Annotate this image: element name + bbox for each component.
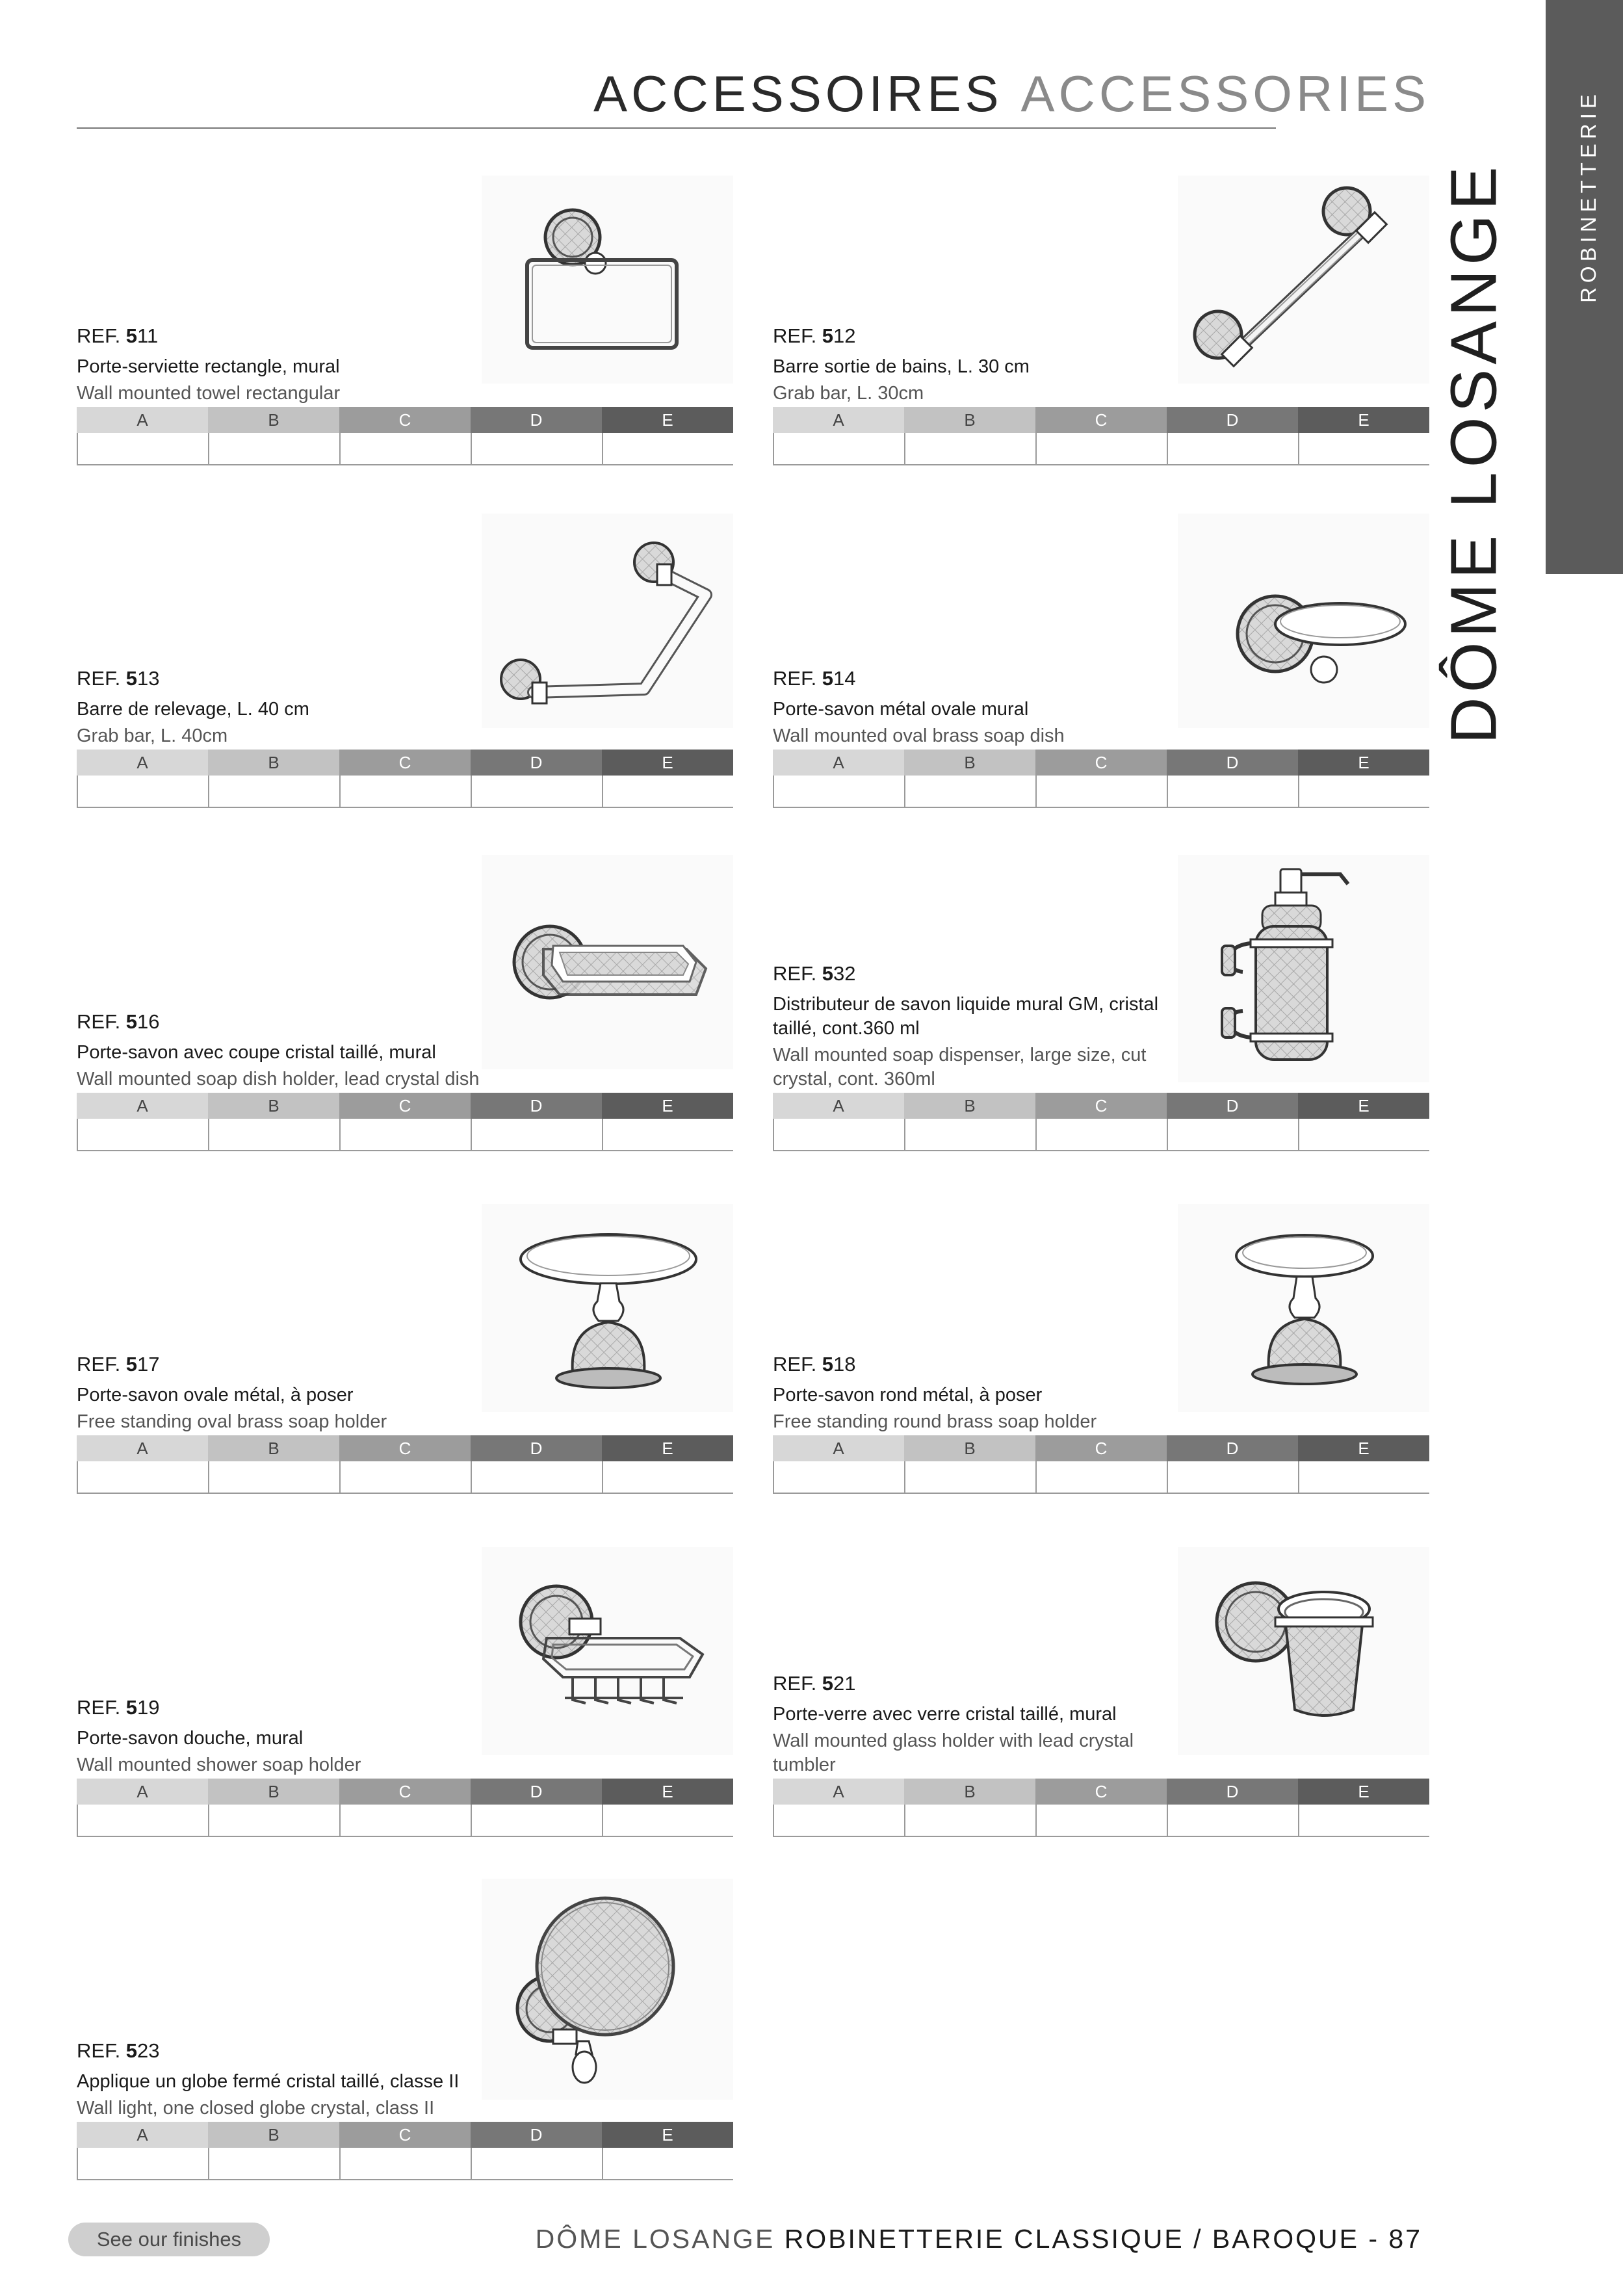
product-ref: REF. 532 xyxy=(773,961,856,985)
finish-cell xyxy=(602,1805,733,1836)
product-item xyxy=(77,514,733,778)
product-ref: REF. 519 xyxy=(77,1695,160,1719)
finish-grid xyxy=(77,407,733,465)
finish-col-d: D xyxy=(471,1435,602,1461)
finish-col-b: B xyxy=(208,1093,339,1119)
page-title-fr: ACCESSOIRES xyxy=(593,65,1003,122)
finish-col-e: E xyxy=(602,1779,733,1805)
finish-col-c: C xyxy=(1035,1093,1167,1119)
finish-cell xyxy=(1298,1119,1429,1150)
finish-grid xyxy=(77,750,733,808)
finish-grid xyxy=(773,1779,1429,1837)
finish-col-b: B xyxy=(208,407,339,433)
finish-col-c: C xyxy=(339,750,471,776)
finish-cell xyxy=(904,1119,1035,1150)
product-ref: REF. 511 xyxy=(77,324,159,347)
finish-cell xyxy=(208,776,339,807)
finish-col-d: D xyxy=(471,750,602,776)
finish-cell xyxy=(1298,433,1429,464)
product-desc-fr: Applique un globe fermé cristal taillé, classe II xyxy=(77,2071,460,2092)
product-image xyxy=(482,176,733,384)
product-image xyxy=(1178,514,1429,728)
product-image xyxy=(1178,1547,1429,1755)
finish-cell xyxy=(773,1461,904,1493)
finish-grid xyxy=(77,2122,733,2180)
product-text xyxy=(773,961,1176,1091)
finish-cell xyxy=(471,1119,602,1150)
product-item xyxy=(77,855,733,1121)
finish-col-d: D xyxy=(471,1779,602,1805)
finish-cell xyxy=(471,1805,602,1836)
soap-dispenser-icon xyxy=(1178,855,1429,1082)
finish-cell xyxy=(339,1805,471,1836)
finish-col-c: C xyxy=(1035,407,1167,433)
product-item xyxy=(77,1547,733,1807)
finish-grid xyxy=(77,1093,733,1151)
oval-soap-dish-icon xyxy=(1178,514,1429,728)
product-ref: REF. 516 xyxy=(77,1010,160,1033)
finish-cell xyxy=(773,1119,904,1150)
finish-col-a: A xyxy=(77,2122,208,2148)
product-text xyxy=(77,666,480,748)
product-ref: REF. 523 xyxy=(77,2039,160,2062)
product-text xyxy=(773,1671,1176,1777)
finish-cell xyxy=(1035,433,1167,464)
finish-col-b: B xyxy=(208,2122,339,2148)
finish-col-c: C xyxy=(339,1093,471,1119)
standing-round-soap-icon xyxy=(1178,1204,1429,1412)
product-desc-en: Free standing oval brass soap holder xyxy=(77,1411,387,1432)
finish-col-d: D xyxy=(1167,407,1298,433)
see-finishes-button[interactable]: See our finishes xyxy=(68,2223,270,2256)
product-desc-en: Wall mounted soap dispenser, large size, cut crystal, cont. 360ml xyxy=(773,1045,1147,1089)
product-desc-en: Wall mounted shower soap holder xyxy=(77,1755,361,1775)
page-title xyxy=(593,65,1430,122)
finish-cell xyxy=(77,1119,208,1150)
finish-cell xyxy=(77,1461,208,1493)
finish-cell xyxy=(1035,1461,1167,1493)
finish-col-d: D xyxy=(471,407,602,433)
finish-cell xyxy=(773,1805,904,1836)
finish-col-b: B xyxy=(904,1093,1035,1119)
product-ref: REF. 521 xyxy=(773,1671,856,1695)
finish-col-a: A xyxy=(77,1435,208,1461)
finish-cell xyxy=(77,433,208,464)
finish-col-e: E xyxy=(1298,1779,1429,1805)
finish-cell xyxy=(602,776,733,807)
product-desc-en: Grab bar, L. 40cm xyxy=(77,725,228,746)
finish-cell xyxy=(904,1805,1035,1836)
finish-cell xyxy=(77,776,208,807)
product-ref: REF. 513 xyxy=(77,666,160,690)
product-desc-fr: Porte-savon ovale métal, à poser xyxy=(77,1385,354,1405)
finish-cell xyxy=(208,1805,339,1836)
product-desc-fr: Porte-savon métal ovale mural xyxy=(773,699,1029,720)
grab-bar-icon xyxy=(1178,176,1429,384)
finish-col-d: D xyxy=(1167,1779,1298,1805)
product-item xyxy=(773,514,1429,778)
product-text xyxy=(77,324,480,406)
product-image xyxy=(482,514,733,728)
wall-light-icon xyxy=(482,1879,733,2100)
product-ref: REF. 514 xyxy=(773,666,856,690)
product-desc-fr: Porte-savon avec coupe cristal taillé, mural xyxy=(77,1042,436,1063)
finish-col-b: B xyxy=(208,1435,339,1461)
finish-col-c: C xyxy=(339,1779,471,1805)
finish-cell xyxy=(602,1119,733,1150)
finish-col-c: C xyxy=(339,407,471,433)
finish-cell xyxy=(602,433,733,464)
finish-cell xyxy=(471,776,602,807)
product-item xyxy=(77,176,733,436)
footer-collection: DÔME LOSANGE xyxy=(535,2224,775,2254)
page-footer xyxy=(536,2226,1422,2252)
finish-col-a: A xyxy=(77,407,208,433)
finish-cell xyxy=(339,2148,471,2179)
finish-col-b: B xyxy=(904,1779,1035,1805)
collection-name: DÔME LOSANGE xyxy=(1437,162,1511,744)
finish-col-a: A xyxy=(773,1435,904,1461)
finish-col-e: E xyxy=(1298,1435,1429,1461)
finish-grid xyxy=(773,750,1429,808)
finish-grid xyxy=(773,1435,1429,1494)
towel-ring-icon xyxy=(482,176,733,384)
product-desc-fr: Porte-savon douche, mural xyxy=(77,1728,304,1749)
product-desc-fr: Porte-serviette rectangle, mural xyxy=(77,356,340,377)
product-item xyxy=(773,855,1429,1121)
finish-cell xyxy=(339,1461,471,1493)
finish-cell xyxy=(77,1805,208,1836)
finish-cell xyxy=(339,1119,471,1150)
product-ref: REF. 512 xyxy=(773,324,856,347)
finish-col-d: D xyxy=(1167,750,1298,776)
finish-cell xyxy=(471,2148,602,2179)
finish-cell xyxy=(339,433,471,464)
finish-cell xyxy=(1035,1805,1167,1836)
finish-col-a: A xyxy=(77,750,208,776)
finish-cell xyxy=(1298,1461,1429,1493)
finish-cell xyxy=(1167,776,1298,807)
finish-col-e: E xyxy=(602,407,733,433)
angled-grab-bar-icon xyxy=(482,514,733,728)
finish-cell xyxy=(208,1461,339,1493)
product-desc-en: Wall mounted glass holder with lead crystal tumbler xyxy=(773,1730,1134,1775)
finish-col-d: D xyxy=(471,2122,602,2148)
shower-basket-icon xyxy=(482,1547,733,1755)
finish-col-d: D xyxy=(1167,1435,1298,1461)
footer-series-page: ROBINETTERIE CLASSIQUE / BAROQUE - 87 xyxy=(775,2224,1422,2254)
finish-col-e: E xyxy=(1298,407,1429,433)
product-desc-en: Free standing round brass soap holder xyxy=(773,1411,1097,1432)
product-item xyxy=(77,1204,733,1464)
product-image xyxy=(482,1547,733,1755)
finish-grid xyxy=(77,1435,733,1494)
product-desc-en: Wall mounted towel rectangular xyxy=(77,383,341,404)
product-item xyxy=(773,1204,1429,1464)
product-text xyxy=(77,1352,480,1434)
finish-col-e: E xyxy=(602,750,733,776)
finish-cell xyxy=(602,2148,733,2179)
finish-col-a: A xyxy=(773,407,904,433)
finish-cell xyxy=(1167,1119,1298,1150)
product-image xyxy=(482,1204,733,1412)
finish-cell xyxy=(208,2148,339,2179)
product-ref: REF. 517 xyxy=(77,1352,160,1376)
product-desc-en: Wall mounted oval brass soap dish xyxy=(773,725,1065,746)
product-desc-fr: Barre de relevage, L. 40 cm xyxy=(77,699,309,720)
finish-col-a: A xyxy=(77,1093,208,1119)
section-tab-label: ROBINETTERIE xyxy=(1576,90,1600,303)
finish-cell xyxy=(773,433,904,464)
finish-col-c: C xyxy=(1035,1435,1167,1461)
product-item xyxy=(773,1547,1429,1807)
finish-col-e: E xyxy=(602,1435,733,1461)
finish-col-c: C xyxy=(339,2122,471,2148)
finish-col-b: B xyxy=(904,407,1035,433)
product-desc-en: Wall light, one closed globe crystal, class II xyxy=(77,2098,435,2119)
product-desc-en: Wall mounted soap dish holder, lead crystal dish xyxy=(77,1069,480,1089)
finish-col-e: E xyxy=(602,2122,733,2148)
finish-col-c: C xyxy=(1035,1779,1167,1805)
finish-cell xyxy=(1035,1119,1167,1150)
product-text xyxy=(773,1352,1176,1434)
finish-grid xyxy=(773,407,1429,465)
product-desc-fr: Barre sortie de bains, L. 30 cm xyxy=(773,356,1030,377)
finish-grid xyxy=(77,1779,733,1837)
finish-col-d: D xyxy=(1167,1093,1298,1119)
finish-grid xyxy=(773,1093,1429,1151)
finish-col-e: E xyxy=(602,1093,733,1119)
finish-cell xyxy=(208,1119,339,1150)
finish-cell xyxy=(1167,1805,1298,1836)
product-desc-en: Grab bar, L. 30cm xyxy=(773,383,924,404)
finish-cell xyxy=(471,1461,602,1493)
glass-holder-icon xyxy=(1178,1547,1429,1755)
product-ref: REF. 518 xyxy=(773,1352,856,1376)
finish-col-b: B xyxy=(904,1435,1035,1461)
finish-col-a: A xyxy=(773,1093,904,1119)
finish-col-b: B xyxy=(904,750,1035,776)
finish-col-e: E xyxy=(1298,750,1429,776)
product-desc-fr: Porte-verre avec verre cristal taillé, mural xyxy=(773,1704,1117,1725)
finish-cell xyxy=(904,776,1035,807)
finish-col-b: B xyxy=(208,750,339,776)
product-desc-fr: Distributeur de savon liquide mural GM, cristal taillé, cont.360 ml xyxy=(773,994,1159,1039)
finish-col-c: C xyxy=(1035,750,1167,776)
title-divider xyxy=(77,127,1276,129)
product-image xyxy=(1178,176,1429,384)
finish-cell xyxy=(773,776,904,807)
finish-cell xyxy=(1035,776,1167,807)
finish-cell xyxy=(602,1461,733,1493)
standing-oval-soap-icon xyxy=(482,1204,733,1412)
page-title-en: ACCESSORIES xyxy=(1020,65,1430,122)
finish-col-b: B xyxy=(208,1779,339,1805)
finish-cell xyxy=(1298,1805,1429,1836)
finish-cell xyxy=(471,433,602,464)
finish-col-c: C xyxy=(339,1435,471,1461)
finish-cell xyxy=(208,433,339,464)
product-image xyxy=(482,1879,733,2100)
finish-cell xyxy=(904,1461,1035,1493)
finish-cell xyxy=(1167,433,1298,464)
product-text xyxy=(77,2039,480,2120)
crystal-soap-dish-icon xyxy=(482,855,733,1069)
finish-cell xyxy=(904,433,1035,464)
product-image xyxy=(482,855,733,1069)
product-text xyxy=(773,666,1176,748)
product-text xyxy=(77,1010,480,1091)
finish-cell xyxy=(339,776,471,807)
product-item xyxy=(773,176,1429,436)
product-text xyxy=(77,1695,480,1777)
finish-col-d: D xyxy=(471,1093,602,1119)
finish-col-a: A xyxy=(77,1779,208,1805)
finish-col-a: A xyxy=(773,1779,904,1805)
finish-col-a: A xyxy=(773,750,904,776)
finish-cell xyxy=(1167,1461,1298,1493)
product-image xyxy=(1178,1204,1429,1412)
product-image xyxy=(1178,855,1429,1082)
product-text xyxy=(773,324,1176,406)
finish-cell xyxy=(77,2148,208,2179)
finish-col-e: E xyxy=(1298,1093,1429,1119)
product-desc-fr: Porte-savon rond métal, à poser xyxy=(773,1385,1043,1405)
product-item xyxy=(77,1879,733,2150)
finish-cell xyxy=(1298,776,1429,807)
